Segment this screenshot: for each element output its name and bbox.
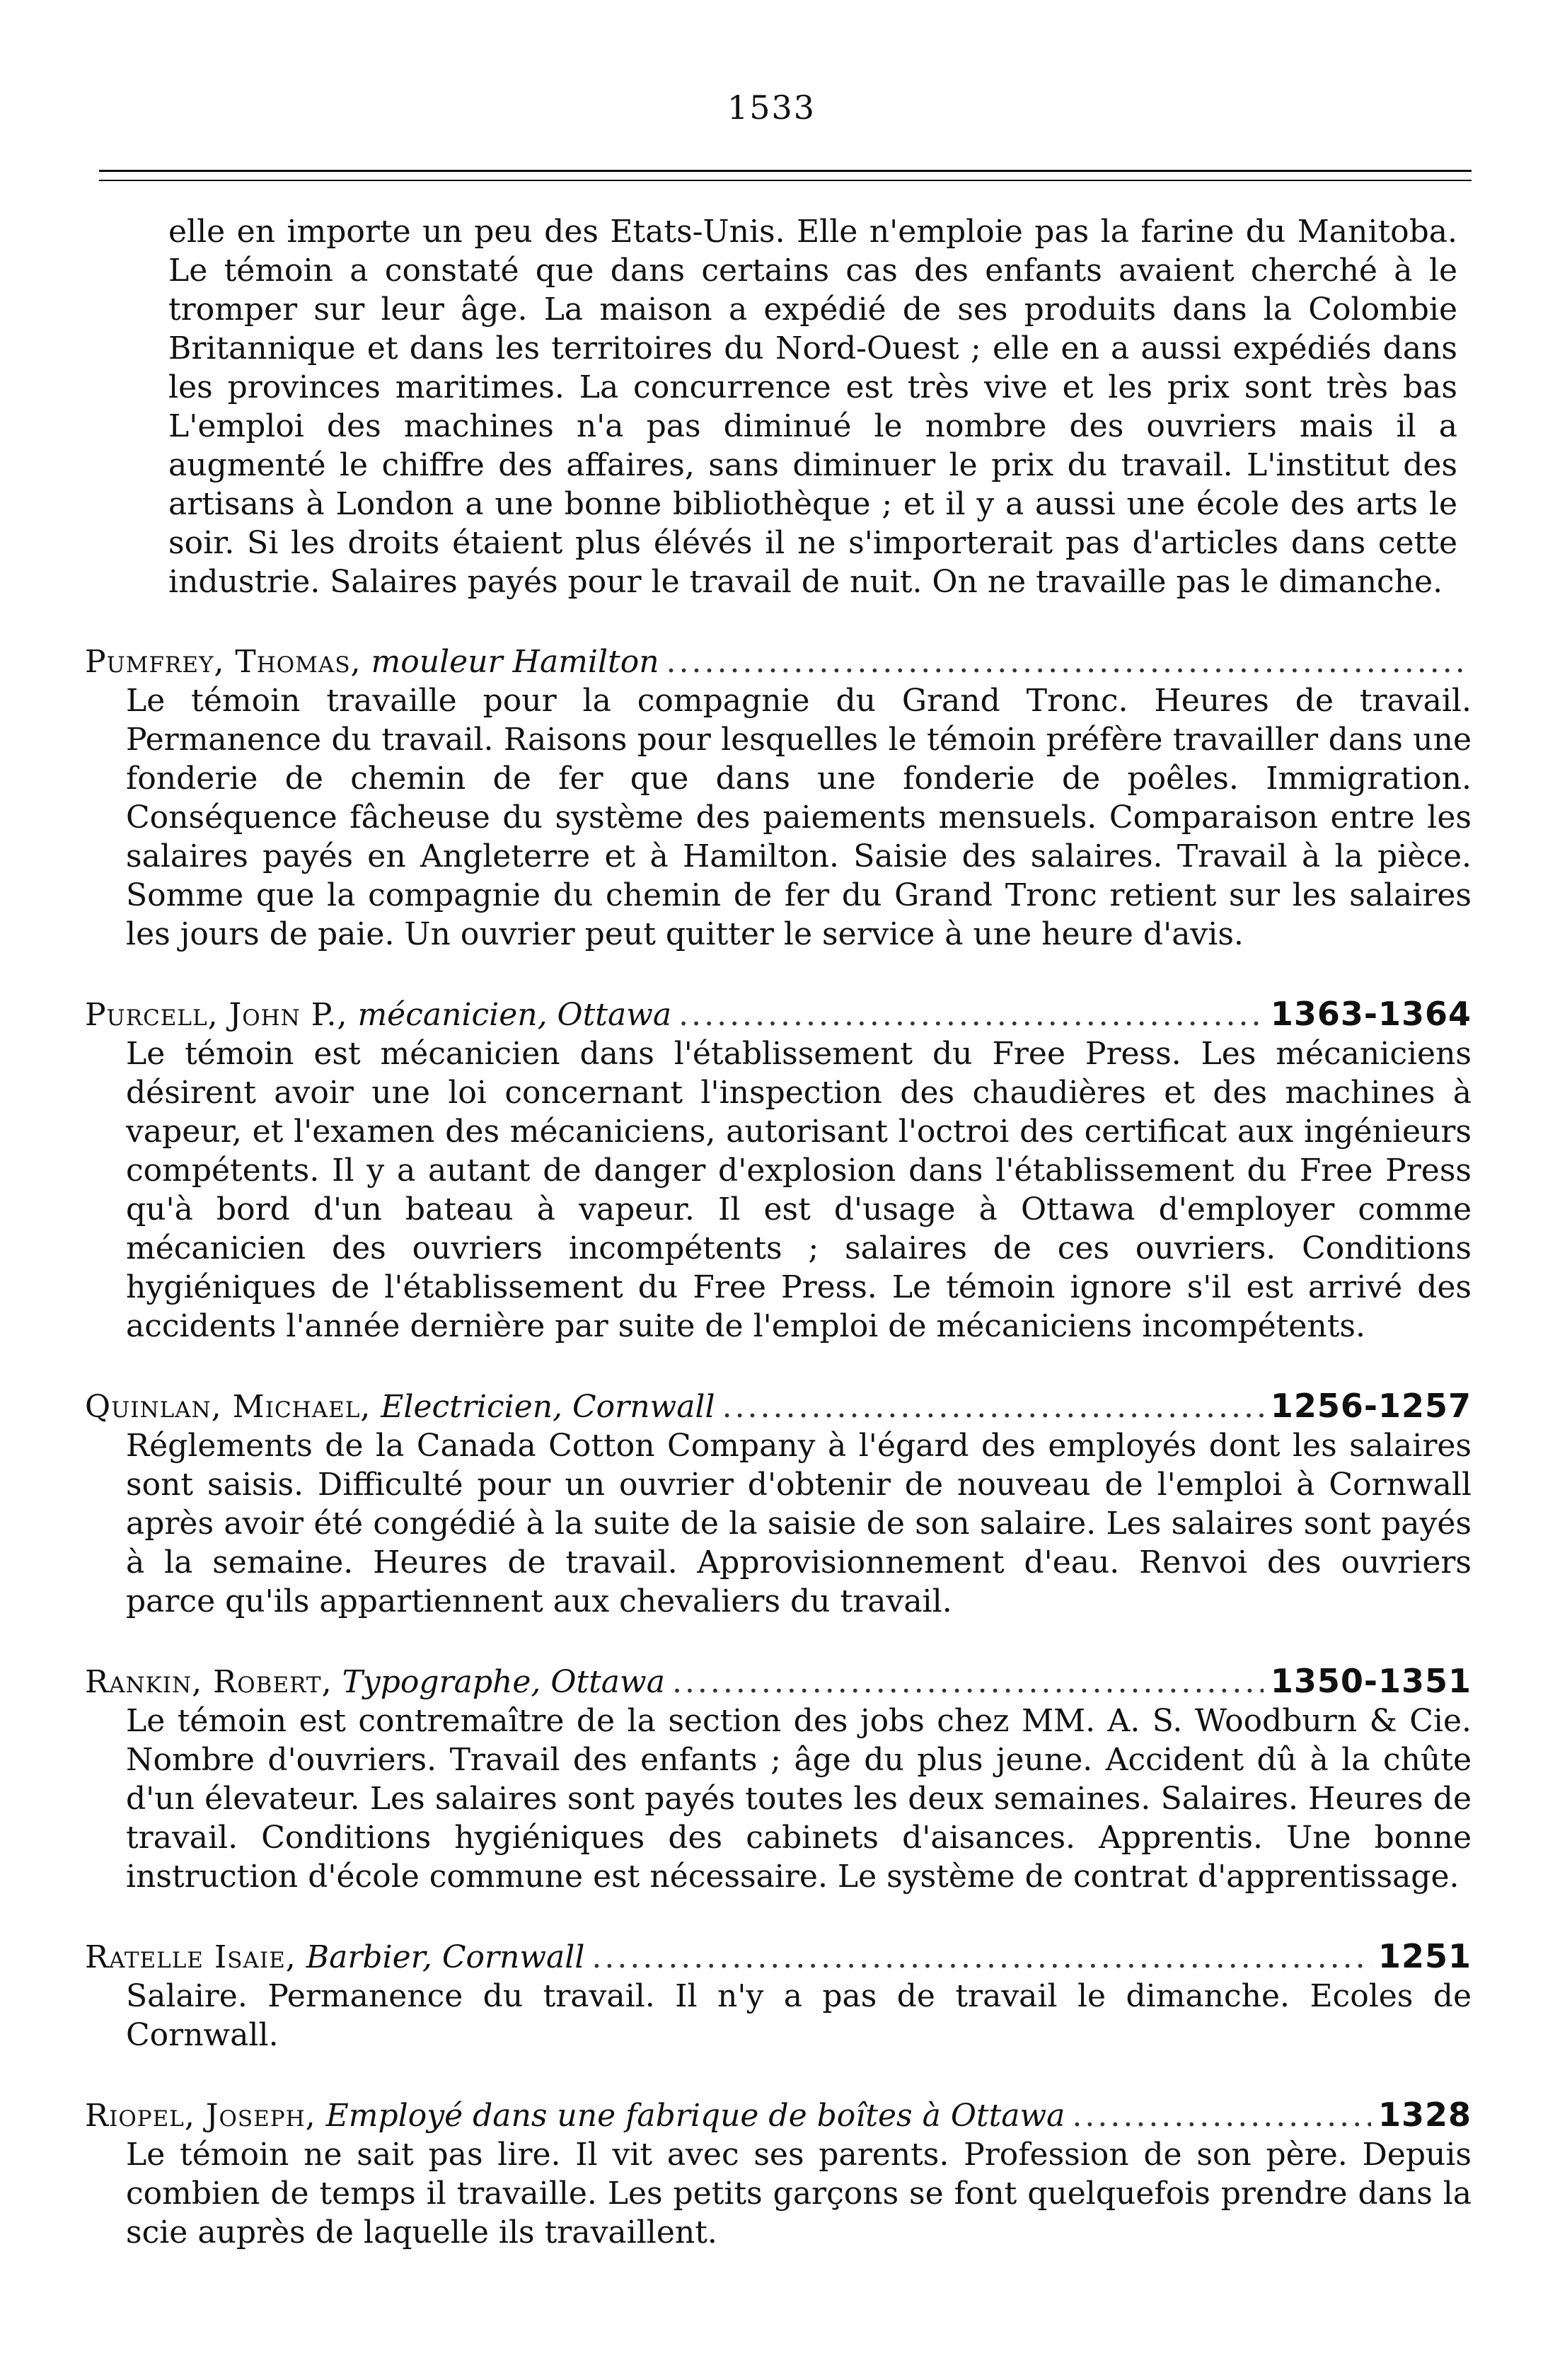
witness-name: Ratelle Isaie, bbox=[85, 1939, 296, 1975]
page-reference: 1251 bbox=[1377, 1937, 1472, 1975]
page-reference: 1328 bbox=[1377, 2096, 1472, 2134]
witness-name: Riopel, Joseph, bbox=[85, 2098, 316, 2134]
witness-role: Barbier, Cornwall bbox=[306, 1939, 585, 1975]
witness-name: Purcell, John P., bbox=[85, 997, 348, 1033]
page-number: 1533 bbox=[727, 88, 816, 127]
header-rule-thin bbox=[99, 180, 1472, 181]
witness-role: mouleur Hamilton bbox=[371, 644, 659, 680]
entry-heading bbox=[85, 642, 1472, 681]
entry-heading bbox=[85, 1387, 1472, 1426]
page-reference: 1350-1351 bbox=[1270, 1662, 1472, 1700]
entry-description: Le témoin ne sait pas lire. Il vit avec ses parents. Profession de son père. Depuis combien de temps il travaille. Les petits garçons se font quelquefois prendre dans la scie auprès de laquelle ils travaillent. bbox=[126, 2137, 1472, 2251]
page-reference: 1256-1257 bbox=[1270, 1387, 1472, 1425]
dot-leader bbox=[672, 1663, 1264, 1702]
dot-leader bbox=[1072, 2096, 1371, 2135]
witness-role: Electricien, Cornwall bbox=[381, 1389, 715, 1425]
index-entry bbox=[85, 1937, 1472, 2055]
entry-heading bbox=[85, 995, 1472, 1034]
dot-leader bbox=[666, 642, 1464, 681]
witness-role: mécanicien, Ottawa bbox=[357, 997, 672, 1033]
intro-paragraph: elle en importe un peu des Etats-Unis. Elle n'emploie pas la farine du Manitoba. Le témoin a constaté que dans certains cas des enfants avaient cherché à le tromper sur leur âge. La maison a expédié de ses produits dans la Colombie Britannique et dans les territoires du Nord-Ouest ; elle en a aussi expédiés dans les provinces maritimes. La concurrence est très vive et les prix sont très bas L'emploi des machines n'a pas diminué le nombre des ouvriers mais il a augmenté le chiffre des affaires, sans diminuer le prix du travail. L'institut des artisans à London a une bonne bibliothèque ; et il y a aussi une école des arts le soir. Si les droits étaient plus élévés il ne s'importerait pas d'articles dans cette industrie. Salaires payés pour le travail de nuit. On ne travaille pas le dimanche. bbox=[168, 214, 1457, 600]
entry-heading bbox=[85, 1662, 1472, 1702]
index-entry bbox=[85, 1387, 1472, 1621]
header-rule-thick bbox=[99, 170, 1472, 172]
index-entry bbox=[85, 2096, 1472, 2252]
entry-description: Le témoin travaille pour la compagnie du Grand Tronc. Heures de travail. Permanence du travail. Raisons pour lesquelles le témoin préfère travailler dans une fonderie de chemin de fer que dans une fonderie de poêles. Immigration. Conséquence fâcheuse du système des paiements mensuels. Comparaison entre les salaires payés en Angleterre et à Hamilton. Saisie des salaires. Travail à la pièce. Somme que la compagnie du chemin de fer du Grand Tronc retient sur les salaires les jours de paie. Un ouvrier peut quitter le service à une heure d'avis. bbox=[126, 683, 1472, 952]
entry-description: Le témoin est mécanicien dans l'établissement du Free Press. Les mécaniciens désirent avoir une loi concernant l'inspection des chaudières et des machines à vapeur, et l'examen des mécaniciens, autorisant l'octroi des certificat aux ingénieurs compétents. Il y a autant de danger d'explosion dans l'établissement du Free Press qu'à bord d'un bateau à vapeur. Il est d'usage à Ottawa d'employer comme mécanicien des ouvriers incompétents ; salaires de ces ouvriers. Conditions hygiéniques de l'établissement du Free Press. Le témoin ignore s'il est arrivé des accidents l'année dernière par suite de l'emploi de mécaniciens incompétents. bbox=[126, 1036, 1472, 1344]
witness-name: Rankin, Robert, bbox=[85, 1664, 333, 1700]
page-reference: 1363-1364 bbox=[1270, 995, 1472, 1033]
page-content bbox=[85, 212, 1472, 2252]
dot-leader bbox=[722, 1387, 1264, 1426]
index-entry bbox=[85, 642, 1472, 954]
dot-leader bbox=[591, 1938, 1371, 1977]
index-entry bbox=[85, 1662, 1472, 1896]
entry-description: Réglements de la Canada Cotton Company à l'égard des employés dont les salaires sont saisis. Difficulté pour un ouvrier d'obtenir de nouveau de l'emploi à Cornwall après avoir été congédié à la suite de la saisie de son salaire. Les salaires sont payés à la semaine. Heures de travail. Approvisionnement d'eau. Renvoi des ouvriers parce qu'ils appartiennent aux chevaliers du travail. bbox=[126, 1428, 1472, 1619]
witness-name: Quinlan, Michael, bbox=[85, 1389, 371, 1425]
entry-description: Le témoin est contremaître de la section des jobs chez MM. A. S. Woodburn & Cie. Nombre d'ouvriers. Travail des enfants ; âge du plus jeune. Accident dû à la chûte d'un élevateur. Les salaires sont payés toutes les deux semaines. Salaires. Heures de travail. Conditions hygiéniques des cabinets d'aisances. Apprentis. Une bonne instruction d'école commune est nécessaire. Le système de contrat d'apprentissage. bbox=[126, 1703, 1472, 1895]
index-entry bbox=[85, 995, 1472, 1346]
witness-name: Pumfrey, Thomas, bbox=[85, 644, 362, 680]
entry-heading bbox=[85, 1937, 1472, 1977]
witness-role: Typographe, Ottawa bbox=[342, 1664, 665, 1700]
entry-description: Salaire. Permanence du travail. Il n'y a pas de travail le dimanche. Ecoles de Cornwall. bbox=[126, 1978, 1472, 2053]
dot-leader bbox=[678, 995, 1264, 1034]
entry-heading bbox=[85, 2096, 1472, 2135]
witness-role: Employé dans une fabrique de boîtes à Ottawa bbox=[325, 2098, 1065, 2134]
